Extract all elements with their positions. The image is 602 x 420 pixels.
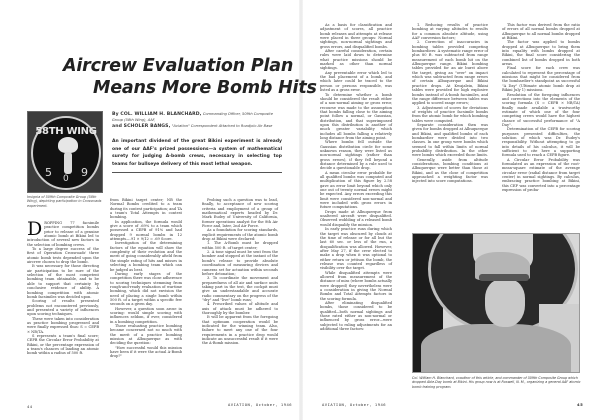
paragraph: Any preventable error which led to the bad placement of a bomb, and which later could be traced to the person or persons responsible, was listed as a gross error. <box>320 70 392 93</box>
paragraph: 2. A tone signal must be sent from the bomber and stopped at the instant of the bomb's release to provide absolute coordination of measuring devices and cameras set for actuation within seconds before detonation; <box>202 250 278 276</box>
paragraph: 4. Prescribed values of altitude and axis of attack must be adhered to thoroughly by the bomber. <box>202 302 278 315</box>
paragraph: Investigation of the determining factors of the equation will show the complexity of their evolution and the merit of going considerably afield from the simple rating of hits and misses in selecting a bombing team which can be judged as best. <box>110 241 182 272</box>
running-footer-right: AVIATION, October, 1946 <box>322 402 387 407</box>
paragraph: The factor was applied to bombs dropped at Albuquerque to bring them into equality with bombs dropped at Bikini, the final score considering the combined list of bombs dropped in both areas. <box>502 40 580 67</box>
paragraph: from Bikini target center; NB the Normal Bombs credited to a team during its contest participation; and TA a team's Total Attempts in contest bombing. <box>110 198 182 220</box>
body-column-3 <box>202 198 278 346</box>
photo-caption: Col. William H. Blanchard, coauthor of this article, and commander of 509th Composite Group which dropped Able-Day bomb at Bikini. His group now is at Roswell, N. M., organizing a general AAF atomic bomb training program. <box>412 376 581 389</box>
insignia-text: 58TH WING <box>35 126 97 137</box>
page-number-right: 45 <box>577 402 584 407</box>
paragraph: As a foundation for scoring standards, explicit requirements of the atomic bomb drop at Bikini were declared: <box>202 228 278 242</box>
paragraph: It was necessary for those directing air participation to be sure of the selection of the most competent bombing team obtainable, and to be able to support that certainty by conclusive evidence of ability. A bombing competition with atomic bomb facsimiles was decided upon. <box>27 264 99 299</box>
paragraph: After eliminating disqualified bombs, those considered to be qualified—both normal sightings and those rated either as non-normal or influenced by gross error—were subjected to ruling adjustments for an additional three factors: <box>320 301 392 332</box>
photo-face <box>485 279 525 327</box>
paragraph: Probing such a question was to lead, finally, to acceptance of new scoring criteria and employment of a group of mathematical experts headed by Dr. Mark Eudey of University of California, former operations analyst for the 8th Air Force and, later, 2nd Air Force. <box>202 198 278 229</box>
paragraph: A Circular Error Probability was formulated as an expression of the root-mean-square estimate of the average circular error (radial distance from target center) in normal sightings. By calculus, embracing practice bombing at Bikini, this CEP was converted into a percentage expression of proba- <box>502 157 580 193</box>
paragraph: 3. Adjustment of scores for deviations of weights of practice facsimile bombs from the atomic bomb for which bombing tables were computed. <box>412 105 488 123</box>
insignia-digit-mid: 0 <box>63 174 69 184</box>
byline-author-2 <box>112 123 287 129</box>
paragraph: Where bombs fell outside the Gaussian distribution circle for some unknown reason, they were listed as non-normal sightings (rather than gross errors), if they fell beyond a distance determined by a rule used to decide a questionable drop. <box>320 140 392 171</box>
paragraph: S represents a team's final score; CEPB the Circular Error Probability at Bikini, or the percentage expression of a team's chances of landing an atomic bomb within a radius of 500 ft. <box>27 333 99 356</box>
insignia-caption: Insignia of 509th Composite Group (58th Wing), depicting participation in Crossroads experiment. <box>27 195 102 208</box>
article-title-line-2: Means More Bomb Hits <box>93 78 317 98</box>
page-number-left: 44 <box>27 404 33 409</box>
paragraph: 3. To coordinate the movement and preparedness of all air and surface units taking part in the test, the cockpit must give an understandable and accurate radio commentary on the progress of the "dry" and "live" bomb runs; <box>202 276 278 302</box>
paragraph: A mean circular error probable for all qualified bombs was computed and multiplication of this figure by 2.58 gave an error limit beyond which only one out of twenty normal errors might be expected. Any errors exceeding this limit were considered non-normal and were included with gross errors in future computations. <box>320 170 392 210</box>
photo-uniform <box>421 324 571 373</box>
article-title-line-1: Aircrew Evaluation Plan <box>63 56 294 76</box>
paragraph <box>27 218 99 247</box>
paragraph: Scoring of results presented problems not encountered previously, and presented a variety of influences upon scoring techniques. <box>27 299 99 317</box>
running-footer-left: AVIATION, October, 1946 <box>228 402 293 407</box>
deck-divider <box>112 172 282 173</box>
paragraph: Resolution of the foregoing influences and corrections into the elements of the scoring formula (S = CEPB × NB/TA) finally made available a trustworthy estimate of which one of the four competing crews would have the highest chance of successful performance of "A Day". <box>502 92 580 127</box>
body-column-5 <box>412 23 488 184</box>
paragraph: During early stages of the competition there was close adherence to scoring techniques stemming from rough-and-ready evaluation of wartime bombing, which did not envision the need of placing a single bomb within 500 ft. of a target within a specific few seconds on a given day. <box>110 271 182 307</box>
paragraph: As a basis for classification and adjustment of scores, all practice bomb releases and attempts at release were placed in three groups: Normal sightings, non-normal sightings and gross errors, and disqualified bombs. <box>320 23 392 49</box>
drop-cap: D <box>27 218 43 240</box>
author-2-name: and SCHOLER BANGS, <box>112 124 171 129</box>
wing-insignia-image <box>27 111 103 193</box>
paragraph: It will be apparent from the foregoing that optimum cooperation would be indicated for the winning team. Also, failure to meet any one of the four requirements in a practice drop would indicate an unsuccessful result if it were the A-Bomb mission. <box>202 315 278 346</box>
byline-author-1 <box>112 111 282 123</box>
body-column-1 <box>27 218 99 356</box>
paragraph: These were taken into consideration as practice bombing progressed and were finally expressed thus: S = CEPB × NB/TA. <box>27 316 99 334</box>
paragraph: In application, the formula would give a score of .69% to a team which possessed a CEPB of 91% and had dropped 9 normal bombs in 12 attempts—.91 × 9/12 = .69 Score. <box>110 219 182 242</box>
cap-brim <box>479 274 529 281</box>
paragraph: To a large degree success of the first of Operation Crossroads' three atomic bomb tests depended upon the aircrew chosen to drop the bomb. <box>27 247 99 265</box>
insignia-digit-right: 9 <box>81 166 88 179</box>
portrait-photo <box>412 233 580 373</box>
article-deck: An important dividend of the great Bikini experiment is already one of our AAF's prized possessions—a system of mathematical surety for judging A-bomb crews, necessary in selecting top teams for bullseye delivery of this most lethal weapon. <box>112 139 282 167</box>
paragraph: 2. Correction of inaccuracies in bombing tables provided competing bombardiers: A systematic range error of plus 80 ft. was subtracted from range measurement of each bomb hit on the Albuquerque range. Bikini bombing tables provided for an air burst above the target, giving an "over" on impact which was subtracted from range errors of certain Albuquerque and Bikini practice drops. At Kwajalein, Bikini tables were provided for high explosive bombs instead of A-bomb facsimiles, and the range difference between tables was applied to scored range errors; <box>412 40 488 106</box>
author-1-role: Commanding Officer, 509th Composite Group (58th Wing), AAF, <box>112 112 273 122</box>
paragraph: In early practice runs during which the target was obscured by clouds at the time of release or for all but the last 60 sec. or less of the run, a disqualification was allowed. However, after May 27, if the crew elected to make a drop when it was optional to either return or jettison the bomb, the release was counted regardless of visibility over the target. <box>320 227 392 271</box>
paragraph: Those evaluating practice bombing became concerned not so much with the merit of a practice bombing mission at Albuquerque as with deciding the question: <box>110 323 182 346</box>
paragraph: While disqualified attempts were allowed from measurement of the distance of miss (where bombs actually were dropped) they nevertheless were a consideration in giving the Normal Bombs and Total Attempts factors in the scoring formula. <box>320 270 392 301</box>
body-column-6 <box>502 23 580 192</box>
paragraph: 1. Reducing results of practice bombing at varying altitudes to results for a common absolute altitude, using AAF conversion factors; <box>412 23 488 41</box>
body-column-2 <box>110 198 182 359</box>
paragraph: Separate consideration then was given for bombs dropped at Albuquerque and Bikini, and qualified bombs of each bombardier were divided into two classes. In one group were bombs which seemed to fall within limits of normal probability distribution. In the other were bombs which exceeded those limits. <box>412 122 488 158</box>
paragraph: "How successful would this mission have been if it were the actual A-Bomb drop?" <box>110 345 182 359</box>
paragraph: Generally, aside from altitude considerations, bombing conditions at Albuquerque were better than those at Bikini, and as the close of competition approached a weighting factor was injected into score computations. <box>412 157 488 184</box>
paragraph: Determination of the CEPB for scoring purposes presented difficulties, the solution of which was Dr. Eudey's responsibility. Without attempting to go into details of his calculus, it will be sufficient to cite here a supporting formula used to reach a CEPB figure. <box>502 127 580 158</box>
insignia-disc <box>31 116 101 190</box>
mushroom-cloud-icon <box>58 137 78 153</box>
paragraph: 1. The A-Bomb must be dropped within 500 ft. of target center; <box>202 241 278 250</box>
paragraph: This factor was derived from the ratio of errors of all normal bombs dropped at Albuquerque to all normal bombs dropped at Bikini. <box>502 23 580 41</box>
insignia-digit-left: 5 <box>45 166 52 179</box>
paragraph: However, a question soon arose in scoring: would simple scoring with influences seldom, if ever, considered in a bombing competition. <box>110 306 182 324</box>
author-2-role: "Aviation" Correspondent Attached to Roadjolo Air Base <box>171 124 273 128</box>
mushroom-stem-icon <box>64 152 72 174</box>
paragraph: Drops made at Albuquerque from unaltered aircraft were disqualified. Observed wobbling of a released bomb would disqualify the mission. <box>320 209 392 227</box>
paragraph-text: ROPPING 77 facsimile practice competition bombs prior to release of a genuine atomic bomb at Bikini led to introduction of several new factors in the selection of bombing crews. <box>27 221 99 247</box>
paragraph: After careful consideration, certain rules were laid down to determine what practice missions should be marked as other than normal sightings. <box>320 49 392 71</box>
body-column-4 <box>320 23 392 331</box>
paragraph: Final score for each crew was calculated to represent the percentage of missions that might be considered from the bombardier's standpoint as successful "A Day" (Ultimate atomic bomb drop at Bikini July 1) missions. <box>502 66 580 93</box>
author-1-name: By COL. WILLIAM H. BLANCHARD, <box>112 112 202 117</box>
page-gutter <box>299 0 303 420</box>
paragraph: To determine whether a bomb should be considered the result either of a non-normal aiming or gross error, recourse was made to the assumption that bombs falling close to the aiming point follow a normal, or Gaussian, distribution, and that superimposed upon this distribution is another of much greater variability which includes all bombs falling a relatively long distance from the aiming point. <box>320 92 392 140</box>
